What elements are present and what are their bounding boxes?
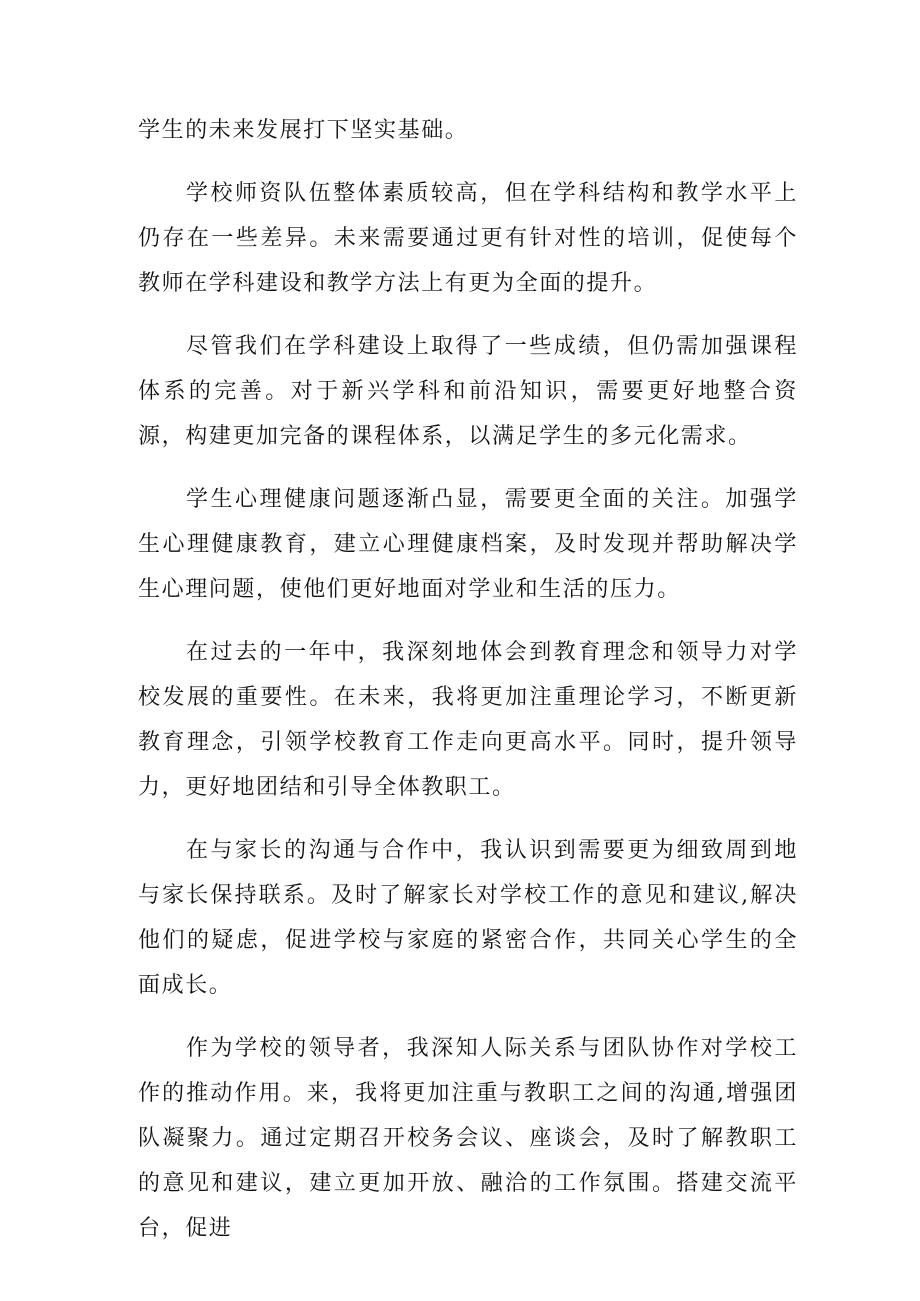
paragraph-mental-health: 学生心理健康问题逐渐凸显，需要更全面的关注。加强学生心理健康教育，建立心理健康档案，及时发现并帮助解决学生心理问题，使他们更好地面对学业和生活的压力。 [138,487,798,602]
paragraph-leadership: 在过去的一年中，我深刻地体会到教育理念和领导力对学校发展的重要性。在未来，我将更加注重理论学习，不断更新教育理念，引领学校教育工作走向更高水平。同时，提升领导力，更好地团结和引导全体教职工。 [138,640,798,800]
document-page [138,108,798,1269]
paragraph-continuation: 学生的未来发展打下坚实基础。 [138,118,469,143]
paragraph-curriculum: 尽管我们在学科建设上取得了一些成绩，但仍需加强课程体系的完善。对于新兴学科和前沿知识，需要更好地整合资源，构建更加完备的课程体系，以满足学生的多元化需求。 [138,334,798,449]
paragraph-teaching-staff: 学校师资队伍整体素质较高，但在学科结构和教学水平上仍存在一些差异。未来需要通过更有针对性的培训，促使每个教师在学科建设和教学方法上有更为全面的提升。 [138,181,798,296]
paragraph-teamwork: 作为学校的领导者，我深知人际关系与团队协作对学校工作的推动作用。来，我将更加注重与教职工之间的沟通,增强团队凝聚力。通过定期召开校务会议、座谈会，及时了解教职工的意见和建议，建立更加开放、融洽的工作氛围。搭建交流平台，促进 [138,1036,798,1241]
paragraph-parent-communication: 在与家长的沟通与合作中，我认识到需要更为细致周到地与家长保持联系。及时了解家长对学校工作的意见和建议,解决他们的疑虑，促进学校与家庭的紧密合作，共同关心学生的全面成长。 [138,838,798,998]
